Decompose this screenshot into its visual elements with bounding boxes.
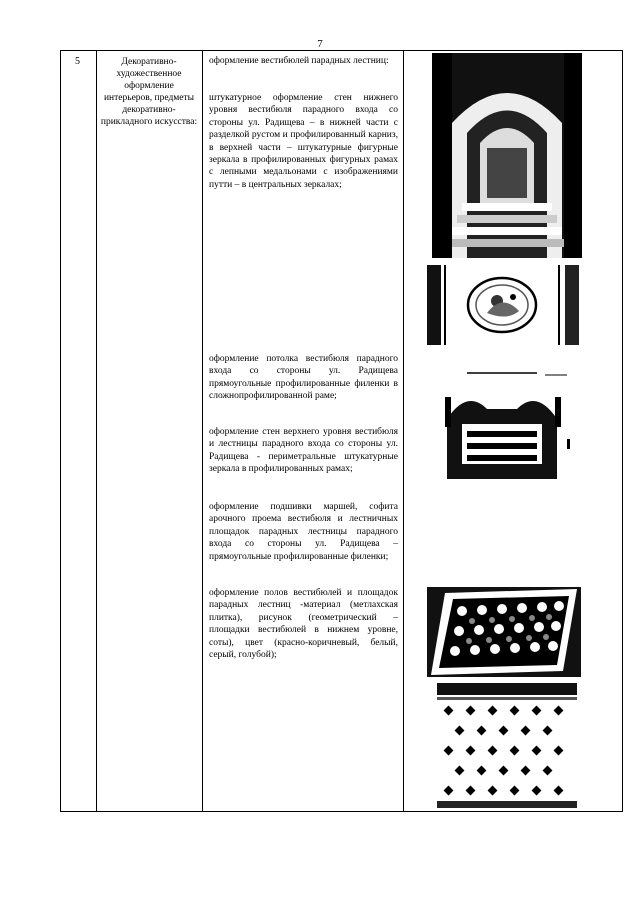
row-number: 5 [75,56,80,67]
photo-tiled-floor [427,587,581,677]
photo-octagon-tiles [437,683,577,808]
description-floors: оформление полов вестибюлей и площадок парадных лестниц -материал (метлахская плитка), рисунок (геометрический – площадки вестибюлей в нижнем уровне, соты), цвет (красно-коричневый, белый, серый, голубой); [209,588,398,661]
photo-vestibule-arch [432,53,582,258]
photo-upper-staircase [427,369,579,479]
page-number: 7 [317,38,323,50]
description-ceiling: оформление потолка вестибюля парадного входа со стороны ул. Радищева прямоугольные профилированные филенки в сложнопрофилированной раме; [209,354,398,402]
description-lower-walls: штукатурное оформление стен нижнего уровня вестибюля парадного входа со стороны ул. Радищева – в нижней части с разделкой рустом и профилированный карниз, в верхней части – штукатурные фигурные зеркала в профилированных фигурных рамах с лепными медальонами с изображениями путти – в центральных зеркалах; [209,93,398,190]
photo-medallion [427,265,579,345]
row-category: Декоративно-художественное оформление интерьеров, предметы декоративно-прикладного искусства: [100,57,198,127]
column-divider [96,51,97,811]
column-divider [202,51,203,811]
column-divider [403,51,404,811]
description-upper-walls: оформление стен верхнего уровня вестибюля и лестницы парадного входа со стороны ул. Радищева - периметральные штукатурные зеркала в профилированных рамах; [209,427,398,475]
heritage-table [60,50,623,812]
description-soffits: оформление подшивки маршей, софита арочного проема вестибюля и лестничных площадок парадных лестницы парадного входа со стороны ул. Радищева – прямоугольные профилированные филенки; [209,502,398,562]
description-vestibules-title: оформление вестибюлей парадных лестниц: [209,56,389,66]
